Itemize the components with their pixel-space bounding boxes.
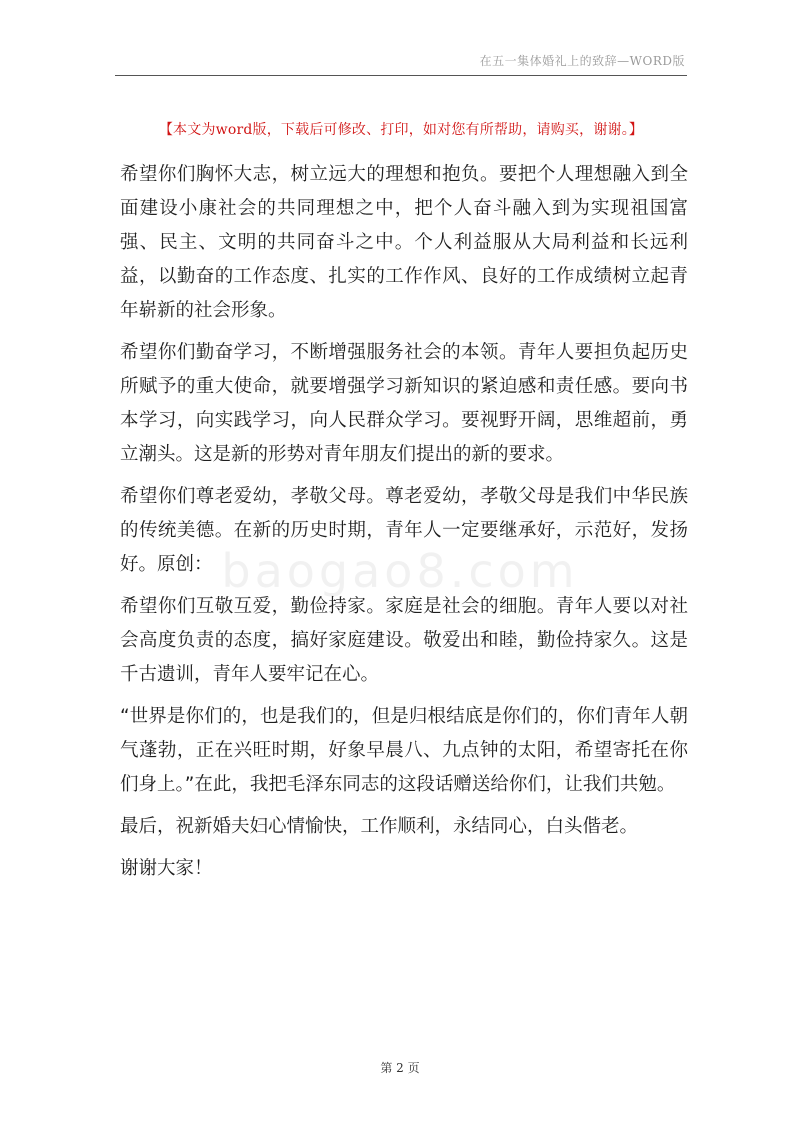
watermark: baogao8.com	[221, 544, 579, 598]
page-header: 在五一集体婚礼上的致辞—WORD版	[479, 54, 685, 68]
paragraph-thanks: 谢谢大家！	[120, 858, 213, 879]
page-number: 第 2 页	[380, 1061, 420, 1075]
paragraph-study: 希望你们勤奋学习，不断增强服务社会的本领。青年人要担负起历史所赋予的重大使命，就要增强学习新知识的紧迫感和责任感。要向书本学习，向实践学习，向人民群众学习。要视野开阔，思维超前，勇立潮头。这是新的形势对青年朋友们提出的新的要求。	[120, 342, 688, 465]
header-divider	[115, 75, 687, 76]
document-body	[120, 158, 688, 894]
paragraph-quote: “世界是你们的，也是我们的，但是归根结底是你们的，你们青年人朝气蓬勃，正在兴旺时期，好象早晨八、九点钟的太阳，希望寄托在你们身上。”在此，我把毛泽东同志的这段话赠送给你们，让我们共勉。	[120, 706, 688, 795]
paragraph-blessing: 最后，祝新婚夫妇心情愉快，工作顺利，永结同心，白头偕老。	[120, 816, 639, 837]
paragraph-ideals: 希望你们胸怀大志，树立远大的理想和抱负。要把个人理想融入到全面建设小康社会的共同理想之中，把个人奋斗融入到为实现祖国富强、民主、文明的共同奋斗之中。个人利益服从大局利益和长远利益，以勤奋的工作态度、扎实的工作作风、良好的工作成绩树立起青年崭新的社会形象。	[120, 164, 688, 321]
download-notice: 【本文为word版，下载后可修改、打印，如对您有所帮助，请购买，谢谢。】	[158, 122, 644, 138]
paragraph-family: 希望你们互敬互爱，勤俭持家。家庭是社会的细胞。青年人要以对社会高度负责的态度，搞好家庭建设。敬爱出和睦，勤俭持家久。这是千古遗训，青年人要牢记在心。	[120, 596, 688, 685]
paragraph-respect-elders: 希望你们尊老爱幼，孝敬父母。尊老爱幼，孝敬父母是我们中华民族的传统美德。在新的历史时期，青年人一定要继承好，示范好，发扬好。原创：	[120, 486, 688, 575]
